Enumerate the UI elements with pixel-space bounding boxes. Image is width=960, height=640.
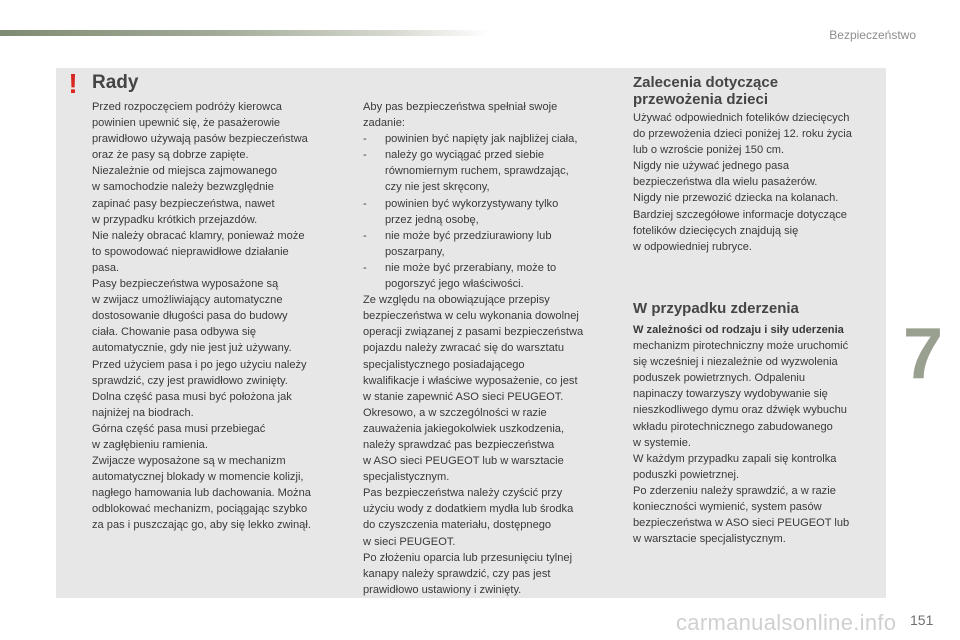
text-line: Dolna część pasa musi być położona jak (92, 390, 292, 403)
bullet-text: powinien być wykorzystywany tylko (385, 197, 559, 210)
crash-bold-line: W zależności od rodzaju i siły uderzenia (633, 324, 844, 336)
text-line: w stanie zapewnić ASO sieci PEUGEOT. (363, 390, 564, 403)
text-line: operacji związanej z pasami bezpieczeństwa (363, 326, 584, 339)
text-line: W każdym przypadku zapali się kontrolka (633, 452, 837, 465)
text-line: Pas bezpieczeństwa należy czyścić przy (363, 487, 563, 500)
watermark: carmanualsonline.info (676, 610, 897, 635)
text-line: pasa. (92, 261, 120, 274)
text-line: zapinać pasy bezpieczeństwa, nawet (92, 197, 275, 210)
text-line: Okresowo, a w szczególności w razie (363, 406, 547, 419)
text-line: fotelików dziecięcych znajdują się (633, 224, 799, 237)
text-line: automatycznie, gdy nie jest już używany. (92, 342, 292, 355)
text-line: najniżej na biodrach. (92, 406, 194, 419)
text-line: Nigdy nie używać jednego pasa (633, 160, 790, 173)
text-line: napinaczy towarzyszy wydobywanie się (633, 388, 828, 401)
bullet-continuation: czy nie jest skręcony, (385, 181, 490, 194)
text-line: poduszki powietrznej. (633, 468, 740, 481)
text-line: w systemie. (633, 436, 691, 449)
text-line: w ASO sieci PEUGEOT lub w warsztacie (363, 455, 564, 468)
header-stripe (0, 30, 490, 36)
text-line: poduszek powietrznych. Odpaleniu (633, 372, 806, 385)
text-line: w zagłębieniu ramienia. (92, 438, 208, 451)
text-line: nagłego hamowania lub dachowania. Można (92, 487, 311, 500)
text-line: Przed użyciem pasa i po jego użyciu należy (92, 358, 307, 371)
bullet-continuation: poszarpany, (385, 245, 445, 258)
bullet-dash: - (363, 229, 367, 242)
bullet-text: należy go wyciągać przed siebie (385, 149, 545, 162)
section-title: Bezpieczeństwo (829, 28, 916, 42)
text-line: w zwijacz umożliwiający automatyczne (92, 294, 283, 307)
text-line: ciała. Chowanie pasa odbywa się (92, 326, 257, 339)
text-line: automatycznej blokady w momencie kolizji, (92, 471, 304, 484)
bullet-dash: - (363, 133, 367, 146)
text-line: zadanie: (363, 117, 405, 130)
text-line: Nigdy nie przewozić dziecka na kolanach. (633, 192, 839, 205)
tips-column-2 (363, 99, 625, 598)
text-line: Przed rozpoczęciem podróży kierowca (92, 101, 282, 113)
text-line: użyciu wody z dodatkiem mydła lub środka (363, 503, 574, 516)
warning-icon: ! (68, 68, 78, 99)
text-line: w odpowiedniej rubryce. (633, 240, 753, 253)
text-line: pojazdu należy zwracać się do warsztatu (363, 342, 565, 355)
text-line: specjalistycznego posiadającego (363, 358, 525, 371)
bullet-item (363, 147, 625, 163)
text-line: bezpieczeństwa dla wielu pasażerów. (633, 176, 818, 189)
bullet-dash: - (363, 149, 367, 162)
text-line: powinien upewnić się, że pasażerowie (92, 117, 281, 130)
text-line: Bardziej szczegółowe informacje dotyczące (633, 208, 847, 221)
text-line: Po zderzeniu należy sprawdzić, a w razie (633, 484, 836, 497)
tips-column-1 (92, 99, 354, 534)
text-line: Ze względu na obowiązujące przepisy (363, 294, 550, 307)
text-line: to spowodować nieprawidłowe działanie (92, 245, 289, 258)
text-line: w sieci PEUGEOT. (363, 535, 456, 548)
chapter-number: 7 (903, 314, 944, 394)
text-line: specjalistycznym. (363, 471, 450, 484)
text-line: wkładu pirotechnicznego zabudowanego (633, 420, 833, 433)
text-line: kwalifikacje i właściwe wyposażenie, co jest (363, 374, 578, 387)
bullet-text: nie może być przedziurawiony lub (385, 229, 552, 242)
text-line: bezpieczeństwa w ASO sieci PEUGEOT lub (633, 517, 850, 530)
text-line: prawidłowo używają pasów bezpieczeństwa (92, 133, 308, 146)
text-line: bezpieczeństwa w celu wykonania dowolnej (363, 310, 579, 323)
text-line: w samochodzie należy bezwzględnie (92, 181, 274, 194)
text-line: należy sprawdzać pas bezpieczeństwa (363, 438, 555, 451)
text-line: kanapy należy sprawdzić, czy pas jest (363, 567, 551, 580)
child-heading-line: Zalecenia dotyczące (633, 74, 779, 91)
text-line: w warsztacie specjalistycznym. (633, 533, 786, 546)
bullet-text: nie może być przerabiany, może to (385, 261, 557, 274)
bullet-continuation: pogorszyć jego właściwości. (385, 278, 524, 291)
crash-text (633, 322, 883, 547)
page-number: 151 (910, 612, 934, 628)
text-line: za pas i puszczając go, aby się lekko zwinął. (92, 519, 311, 532)
text-line: Zwijacze wyposażone są w mechanizm (92, 455, 286, 468)
crash-heading: W przypadku zderzenia (633, 300, 799, 317)
bullet-item (363, 228, 625, 244)
text-line: Po złożeniu oparcia lub przesunięciu tylnej (363, 551, 573, 564)
text-line: dostosowanie długości pasa do budowy (92, 310, 288, 323)
child-text (633, 110, 883, 255)
text-line: sprawdzić, czy jest prawidłowo zwinięty. (92, 374, 288, 387)
text-line: mechanizm pirotechniczny może uruchomić (633, 340, 849, 353)
text-line: Niezależnie od miejsca zajmowanego (92, 165, 277, 178)
text-line: do przewożenia dzieci poniżej 12. roku życia (633, 128, 852, 141)
text-line: się wcześniej i niezależnie od wyzwolenia (633, 356, 838, 369)
text-line: Używać odpowiednich fotelików dziecięcych (633, 112, 850, 124)
bullet-dash: - (363, 261, 367, 274)
bullet-item (363, 131, 625, 147)
text-line: konieczności wymienić, system pasów (633, 501, 822, 514)
text-line: oraz że pasy są dobrze zapięte. (92, 149, 249, 162)
text-line: lub o wzroście poniżej 150 cm. (633, 144, 785, 157)
bullet-item (363, 196, 625, 212)
text-line: nieszkodliwego dymu oraz dźwięk wybuchu (633, 404, 847, 417)
text-line: do czyszczenia materiału, dostępnego (363, 519, 552, 532)
tips-heading: Rady (92, 72, 139, 93)
bullet-item (363, 260, 625, 276)
text-line: Pasy bezpieczeństwa wyposażone są (92, 278, 279, 291)
text-line: Nie należy obracać klamry, ponieważ może (92, 229, 305, 242)
text-line: w przypadku krótkich przejazdów. (92, 213, 258, 226)
bullet-text: powinien być napięty jak najbliżej ciała, (385, 133, 578, 146)
text-line: Górna część pasa musi przebiegać (92, 422, 266, 435)
child-heading (633, 74, 853, 108)
bullet-dash: - (363, 197, 367, 210)
bullet-continuation: równomiernym ruchem, sprawdzając, (385, 165, 569, 178)
text-line: Aby pas bezpieczeństwa spełniał swoje (363, 101, 558, 113)
text-line: zauważenia jakiegokolwiek uszkodzenia, (363, 422, 565, 435)
child-heading-line: przewożenia dzieci (633, 91, 769, 108)
bullet-continuation: przez jedną osobę, (385, 213, 479, 226)
text-line: odblokować mechanizm, pociągając szybko (92, 503, 308, 516)
text-line: prawidłowo ustawiony i zwinięty. (363, 583, 522, 596)
